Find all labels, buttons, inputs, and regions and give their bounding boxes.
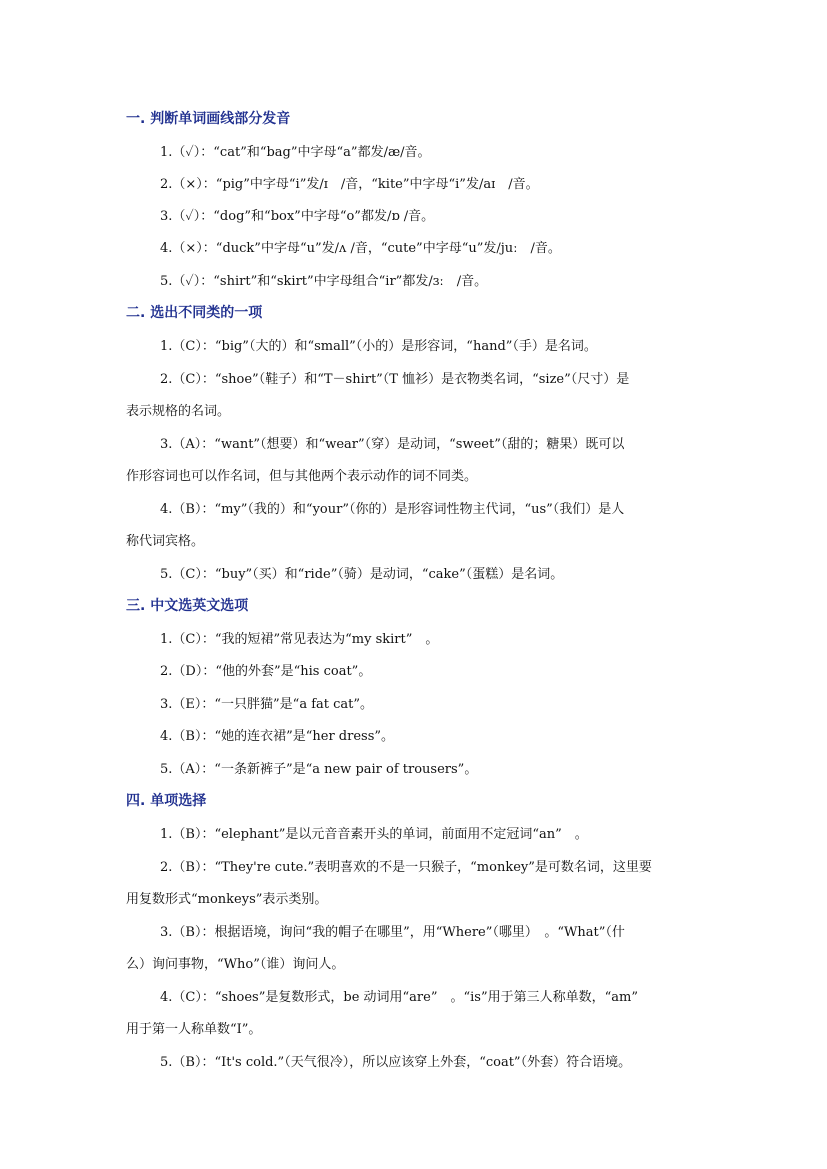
answer-line-continued: 作形容词也可以作名词，但与其他两个表示动作的词不同类。 xyxy=(126,469,478,484)
answer-line: 1.（B）：“elephant”是以元音音素开头的单词，前面用不定冠词“an” 。 xyxy=(160,827,588,842)
answer-line: 2.（×）：“pig”中字母“i”发/ɪ /音，“kite”中字母“i”发/aɪ /音。 xyxy=(160,177,539,192)
answer-line-continued: 称代词宾格。 xyxy=(126,534,205,549)
section-title-2: 二. 选出不同类的一项 xyxy=(126,305,263,321)
section-title-1: 一. 判断单词画线部分发音 xyxy=(126,111,291,127)
section-title-3: 三. 中文选英文选项 xyxy=(126,598,249,614)
answer-line: 1.（✓）：“cat”和“bag”中字母“a”都发/æ/音。 xyxy=(160,145,431,160)
answer-line: 3.（A）：“want”（想要）和“wear”（穿）是动词，“sweet”（甜的；糖果）既可以 xyxy=(160,437,625,452)
answer-line: 4.（B）：“my”（我的）和“your”（你的）是形容词性物主代词，“us”（我们）是人 xyxy=(160,502,625,517)
answer-line: 5.（A）：“一条新裤子”是“a new pair of trousers”。 xyxy=(160,762,478,777)
answer-line: 1.（C）：“big”（大的）和“small”（小的）是形容词，“hand”（手）是名词。 xyxy=(160,339,597,354)
answer-line: 4.（×）：“duck”中字母“u”发/ʌ /音，“cute”中字母“u”发/juː /音。 xyxy=(160,241,561,256)
answer-line-continued: 用于第一人称单数“I”。 xyxy=(126,1022,262,1037)
answer-line-continued: 表示规格的名词。 xyxy=(126,404,231,419)
answer-line: 3.（B）：根据语境，询问“我的帽子在哪里”，用“Where”（哪里） 。“What”（什 xyxy=(160,925,625,940)
answer-line: 5.（C）：“buy”（买）和“ride”（骑）是动词，“cake”（蛋糕）是名词。 xyxy=(160,567,564,582)
answer-line: 5.（B）：“It's cold.”（天气很冷），所以应该穿上外套，“coat”（外套）符合语境。 xyxy=(160,1055,632,1070)
answer-line: 3.（E）：“一只胖猫”是“a fat cat”。 xyxy=(160,697,374,712)
answer-line: 1.（C）：“我的短裙”常见表达为“my skirt” 。 xyxy=(160,632,439,647)
answer-line: 2.（D）：“他的外套”是“his coat”。 xyxy=(160,664,372,679)
answer-line-continued: 么）询问事物，“Who”（谁）询问人。 xyxy=(126,957,345,972)
answer-line: 3.（✓）：“dog”和“box”中字母“o”都发/ɒ /音。 xyxy=(160,209,435,224)
answer-line: 4.（B）：“她的连衣裙”是“her dress”。 xyxy=(160,729,395,744)
answer-line: 4.（C）：“shoes”是复数形式，be 动词用“are” 。“is”用于第三人称单数，“am” xyxy=(160,990,638,1005)
section-title-4: 四. 单项选择 xyxy=(126,793,207,809)
answer-line: 2.（C）：“shoe”（鞋子）和“T－shirt”（T 恤衫）是衣物类名词，“size”（尺寸）是 xyxy=(160,372,630,387)
answer-line: 5.（✓）：“shirt”和“skirt”中字母组合“ir”都发/ɜː /音。 xyxy=(160,274,488,289)
answer-line: 2.（B）：“They're cute.”表明喜欢的不是一只猴子，“monkey”是可数名词，这里要 xyxy=(160,860,652,875)
answer-line-continued: 用复数形式“monkeys”表示类别。 xyxy=(126,892,328,907)
